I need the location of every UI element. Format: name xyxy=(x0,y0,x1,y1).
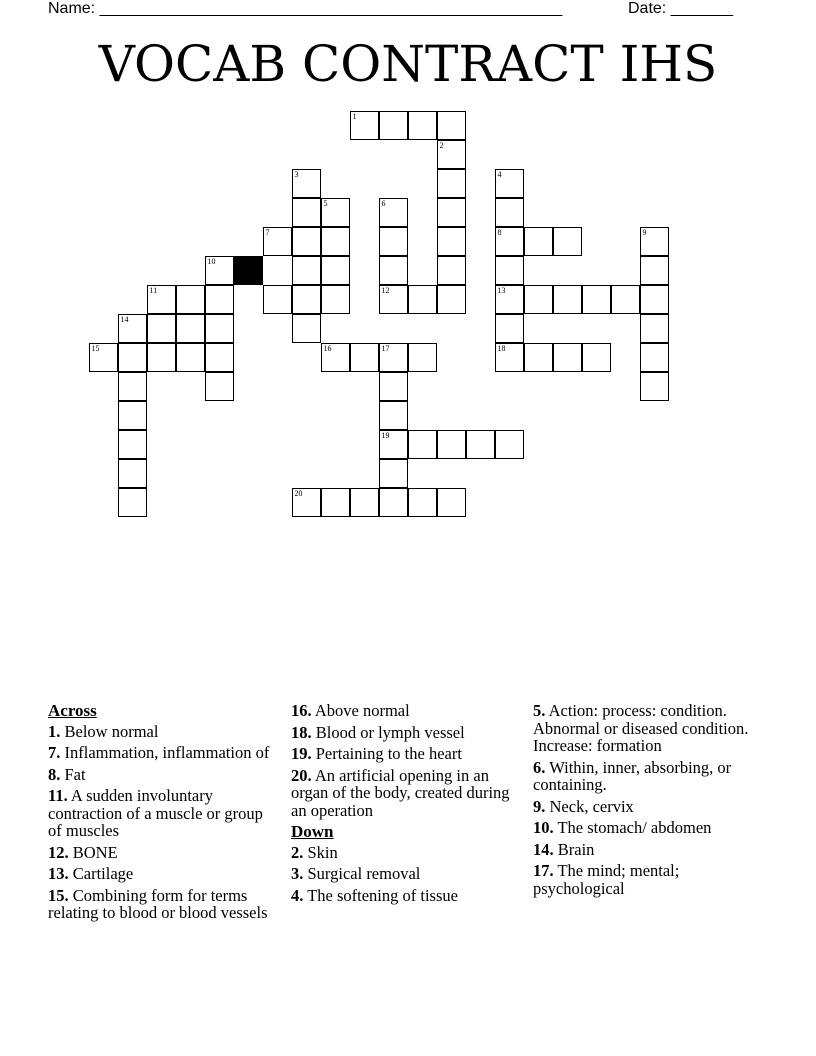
clue-number: 6 xyxy=(381,198,386,208)
crossword-cell[interactable] xyxy=(379,343,408,372)
clue-number: 2 xyxy=(439,140,444,150)
clue-number-label: 1. xyxy=(48,721,61,741)
clue-number: 13 xyxy=(497,285,506,295)
clue-item xyxy=(291,745,523,763)
crossword-cell[interactable] xyxy=(524,285,553,314)
crossword-cell[interactable] xyxy=(147,343,176,372)
clue-text: Above normal xyxy=(311,701,410,720)
crossword-cell[interactable] xyxy=(118,314,147,343)
crossword-cell[interactable] xyxy=(379,372,408,401)
clues-column-3 xyxy=(533,702,773,901)
down-clue-list-1 xyxy=(291,844,523,905)
clue-number: 4 xyxy=(497,169,502,179)
crossword-cell[interactable] xyxy=(408,488,437,517)
clue-item xyxy=(291,865,523,883)
name-field-label: Name: ____________________________________________________ xyxy=(48,0,563,17)
across-clue-list-2 xyxy=(291,702,523,819)
crossword-cell[interactable] xyxy=(640,343,669,372)
crossword-cell[interactable] xyxy=(495,198,524,227)
clue-text: Blood or lymph vessel xyxy=(311,722,465,742)
clue-number: 16 xyxy=(323,343,332,353)
clue-item xyxy=(533,841,773,859)
crossword-cell[interactable] xyxy=(176,314,205,343)
clue-number: 7 xyxy=(265,227,270,237)
crossword-cell[interactable] xyxy=(205,314,234,343)
clue-text: Fat xyxy=(60,764,86,784)
clue-text: Below normal xyxy=(60,721,159,741)
crossword-cell[interactable] xyxy=(495,343,524,372)
crossword-cell[interactable] xyxy=(379,430,408,459)
clue-text: Within, inner, absorbing, or containing. xyxy=(533,757,732,794)
clue-number-label: 10. xyxy=(533,818,554,837)
crossword-cell[interactable] xyxy=(205,343,234,372)
clue-text: Surgical removal xyxy=(303,864,421,883)
clue-text: The stomach/ abdomen xyxy=(553,818,712,837)
crossword-cell[interactable] xyxy=(292,314,321,343)
clue-item xyxy=(533,798,773,816)
clues-column-2 xyxy=(291,702,523,908)
crossword-cell[interactable] xyxy=(118,430,147,459)
clue-number: 11 xyxy=(149,285,158,295)
crossword-cell[interactable] xyxy=(379,198,408,227)
clue-number: 17 xyxy=(381,343,390,353)
crossword-cell[interactable] xyxy=(495,314,524,343)
clue-number: 5 xyxy=(323,198,328,208)
clue-number: 3 xyxy=(294,169,299,179)
clue-item xyxy=(48,887,273,922)
clue-text: Skin xyxy=(303,842,338,862)
crossword-cell[interactable] xyxy=(495,285,524,314)
crossword-cell[interactable] xyxy=(408,430,437,459)
crossword-cell[interactable] xyxy=(118,401,147,430)
crossword-cell[interactable] xyxy=(408,285,437,314)
clue-text: Combining form for terms relating to blood or blood vessels xyxy=(48,885,268,922)
clue-item xyxy=(533,819,773,837)
crossword-cell[interactable] xyxy=(321,343,350,372)
crossword-cell[interactable] xyxy=(524,227,553,256)
clue-number-label: 15. xyxy=(48,885,69,905)
crossword-cell[interactable] xyxy=(495,430,524,459)
date-field-label: Date: _______ xyxy=(628,0,733,17)
clue-number: 1 xyxy=(352,111,357,121)
clue-text: Neck, cervix xyxy=(545,796,634,816)
crossword-cell[interactable] xyxy=(466,430,495,459)
clue-item xyxy=(291,887,523,905)
crossword-cell[interactable] xyxy=(437,488,466,517)
crossword-cell[interactable] xyxy=(205,285,234,314)
clue-item xyxy=(48,723,273,741)
crossword-cell[interactable] xyxy=(524,343,553,372)
crossword-cell-blocked xyxy=(234,256,263,285)
crossword-cell[interactable] xyxy=(379,488,408,517)
crossword-cell[interactable] xyxy=(437,430,466,459)
crossword-cell[interactable] xyxy=(292,285,321,314)
crossword-cell[interactable] xyxy=(437,198,466,227)
crossword-cell[interactable] xyxy=(147,285,176,314)
crossword-cell[interactable] xyxy=(292,227,321,256)
crossword-cell[interactable] xyxy=(321,285,350,314)
clue-number: 10 xyxy=(207,256,216,266)
crossword-cell[interactable] xyxy=(118,488,147,517)
crossword-cell[interactable] xyxy=(263,227,292,256)
page-title: VOCAB CONTRACT IHS xyxy=(98,35,718,93)
crossword-cell[interactable] xyxy=(350,343,379,372)
crossword-cell[interactable] xyxy=(379,111,408,140)
crossword-cell[interactable] xyxy=(292,256,321,285)
crossword-cell[interactable] xyxy=(147,314,176,343)
clue-number-label: 12. xyxy=(48,842,69,862)
clue-number: 18 xyxy=(497,343,506,353)
crossword-cell[interactable] xyxy=(495,169,524,198)
crossword-cell[interactable] xyxy=(379,227,408,256)
clue-text: BONE xyxy=(68,842,118,862)
clue-text: Brain xyxy=(553,839,595,859)
clue-item xyxy=(291,767,523,820)
clue-number: 19 xyxy=(381,430,390,440)
crossword-cell[interactable] xyxy=(118,372,147,401)
crossword-cell[interactable] xyxy=(292,488,321,517)
clue-number: 14 xyxy=(120,314,129,324)
clue-item xyxy=(48,766,273,784)
clue-text: A sudden involuntary contraction of a muscle or group of muscles xyxy=(48,786,263,840)
clue-item xyxy=(48,844,273,862)
crossword-cell[interactable] xyxy=(437,256,466,285)
clue-number: 9 xyxy=(642,227,647,237)
clue-number-label: 11. xyxy=(48,786,68,805)
crossword-cell[interactable] xyxy=(379,256,408,285)
crossword-cell[interactable] xyxy=(437,140,466,169)
crossword-cell[interactable] xyxy=(350,488,379,517)
clue-number-label: 9. xyxy=(533,796,546,816)
crossword-cell[interactable] xyxy=(350,111,379,140)
clue-text: An artificial opening in an organ of the body, created during an operation xyxy=(291,765,510,820)
crossword-cell[interactable] xyxy=(176,343,205,372)
clue-item xyxy=(48,865,273,883)
crossword-cell[interactable] xyxy=(553,227,582,256)
clue-number-label: 6. xyxy=(533,757,546,777)
crossword-cell[interactable] xyxy=(495,227,524,256)
clue-number: 20 xyxy=(294,488,303,498)
crossword-cell[interactable] xyxy=(89,343,118,372)
clue-text: Cartilage xyxy=(68,864,134,883)
clue-number-label: 3. xyxy=(291,864,304,883)
crossword-cell[interactable] xyxy=(640,372,669,401)
crossword-cell[interactable] xyxy=(582,343,611,372)
clue-number-label: 2. xyxy=(291,842,304,862)
clue-number-label: 18. xyxy=(291,722,312,742)
down-clue-list-2 xyxy=(533,702,773,897)
clue-number: 8 xyxy=(497,227,502,237)
clue-text: The mind; mental; psychological xyxy=(533,861,680,898)
across-heading: Across xyxy=(48,701,97,720)
crossword-cell[interactable] xyxy=(582,285,611,314)
crossword-cell[interactable] xyxy=(292,198,321,227)
crossword-cell[interactable] xyxy=(379,401,408,430)
clue-item xyxy=(533,702,773,755)
crossword-cell[interactable] xyxy=(553,285,582,314)
crossword-cell[interactable] xyxy=(118,459,147,488)
clue-item xyxy=(48,787,273,840)
crossword-cell[interactable] xyxy=(437,227,466,256)
crossword-cell[interactable] xyxy=(118,343,147,372)
clue-number-label: 16. xyxy=(291,701,312,720)
crossword-cell[interactable] xyxy=(408,343,437,372)
clue-item xyxy=(48,744,273,762)
crossword-cell[interactable] xyxy=(321,227,350,256)
clue-text: Pertaining to the heart xyxy=(311,744,462,763)
crossword-cell[interactable] xyxy=(379,285,408,314)
clues-column-1 xyxy=(48,702,273,926)
crossword-cell[interactable] xyxy=(321,256,350,285)
clue-number-label: 8. xyxy=(48,764,61,784)
down-heading: Down xyxy=(291,822,334,841)
crossword-cell[interactable] xyxy=(205,372,234,401)
crossword-cell[interactable] xyxy=(495,256,524,285)
clue-number-label: 20. xyxy=(291,765,312,785)
clue-number: 15 xyxy=(91,343,100,353)
clue-number-label: 19. xyxy=(291,744,312,763)
crossword-cell[interactable] xyxy=(321,198,350,227)
clue-number-label: 7. xyxy=(48,743,61,762)
crossword-cell[interactable] xyxy=(437,111,466,140)
crossword-cell[interactable] xyxy=(176,285,205,314)
crossword-cell[interactable] xyxy=(379,459,408,488)
crossword-cell[interactable] xyxy=(640,256,669,285)
crossword-cell[interactable] xyxy=(321,488,350,517)
clue-number-label: 13. xyxy=(48,864,69,883)
clue-item xyxy=(291,702,523,720)
crossword-cell[interactable] xyxy=(408,111,437,140)
clue-number-label: 5. xyxy=(533,701,546,720)
clue-text: Inflammation, inflammation of xyxy=(60,743,270,762)
crossword-cell[interactable] xyxy=(611,285,640,314)
clue-item xyxy=(291,844,523,862)
clue-item xyxy=(533,759,773,794)
crossword-cell[interactable] xyxy=(263,285,292,314)
clue-item xyxy=(291,724,523,742)
crossword-cell[interactable] xyxy=(437,285,466,314)
clue-number: 12 xyxy=(381,285,390,295)
crossword-cell[interactable] xyxy=(437,169,466,198)
crossword-cell[interactable] xyxy=(292,169,321,198)
clue-item xyxy=(533,862,773,897)
crossword-cell[interactable] xyxy=(205,256,234,285)
clue-text: Action: process: condition. Abnormal or diseased condition. Increase: formation xyxy=(533,701,749,755)
clue-number-label: 4. xyxy=(291,885,304,905)
across-clue-list-1 xyxy=(48,723,273,922)
clue-text: The softening of tissue xyxy=(303,885,458,905)
clue-number-label: 17. xyxy=(533,861,554,880)
clue-number-label: 14. xyxy=(533,839,554,859)
crossword-cell[interactable] xyxy=(640,227,669,256)
crossword-cell[interactable] xyxy=(640,285,669,314)
crossword-cell[interactable] xyxy=(553,343,582,372)
crossword-cell[interactable] xyxy=(640,314,669,343)
